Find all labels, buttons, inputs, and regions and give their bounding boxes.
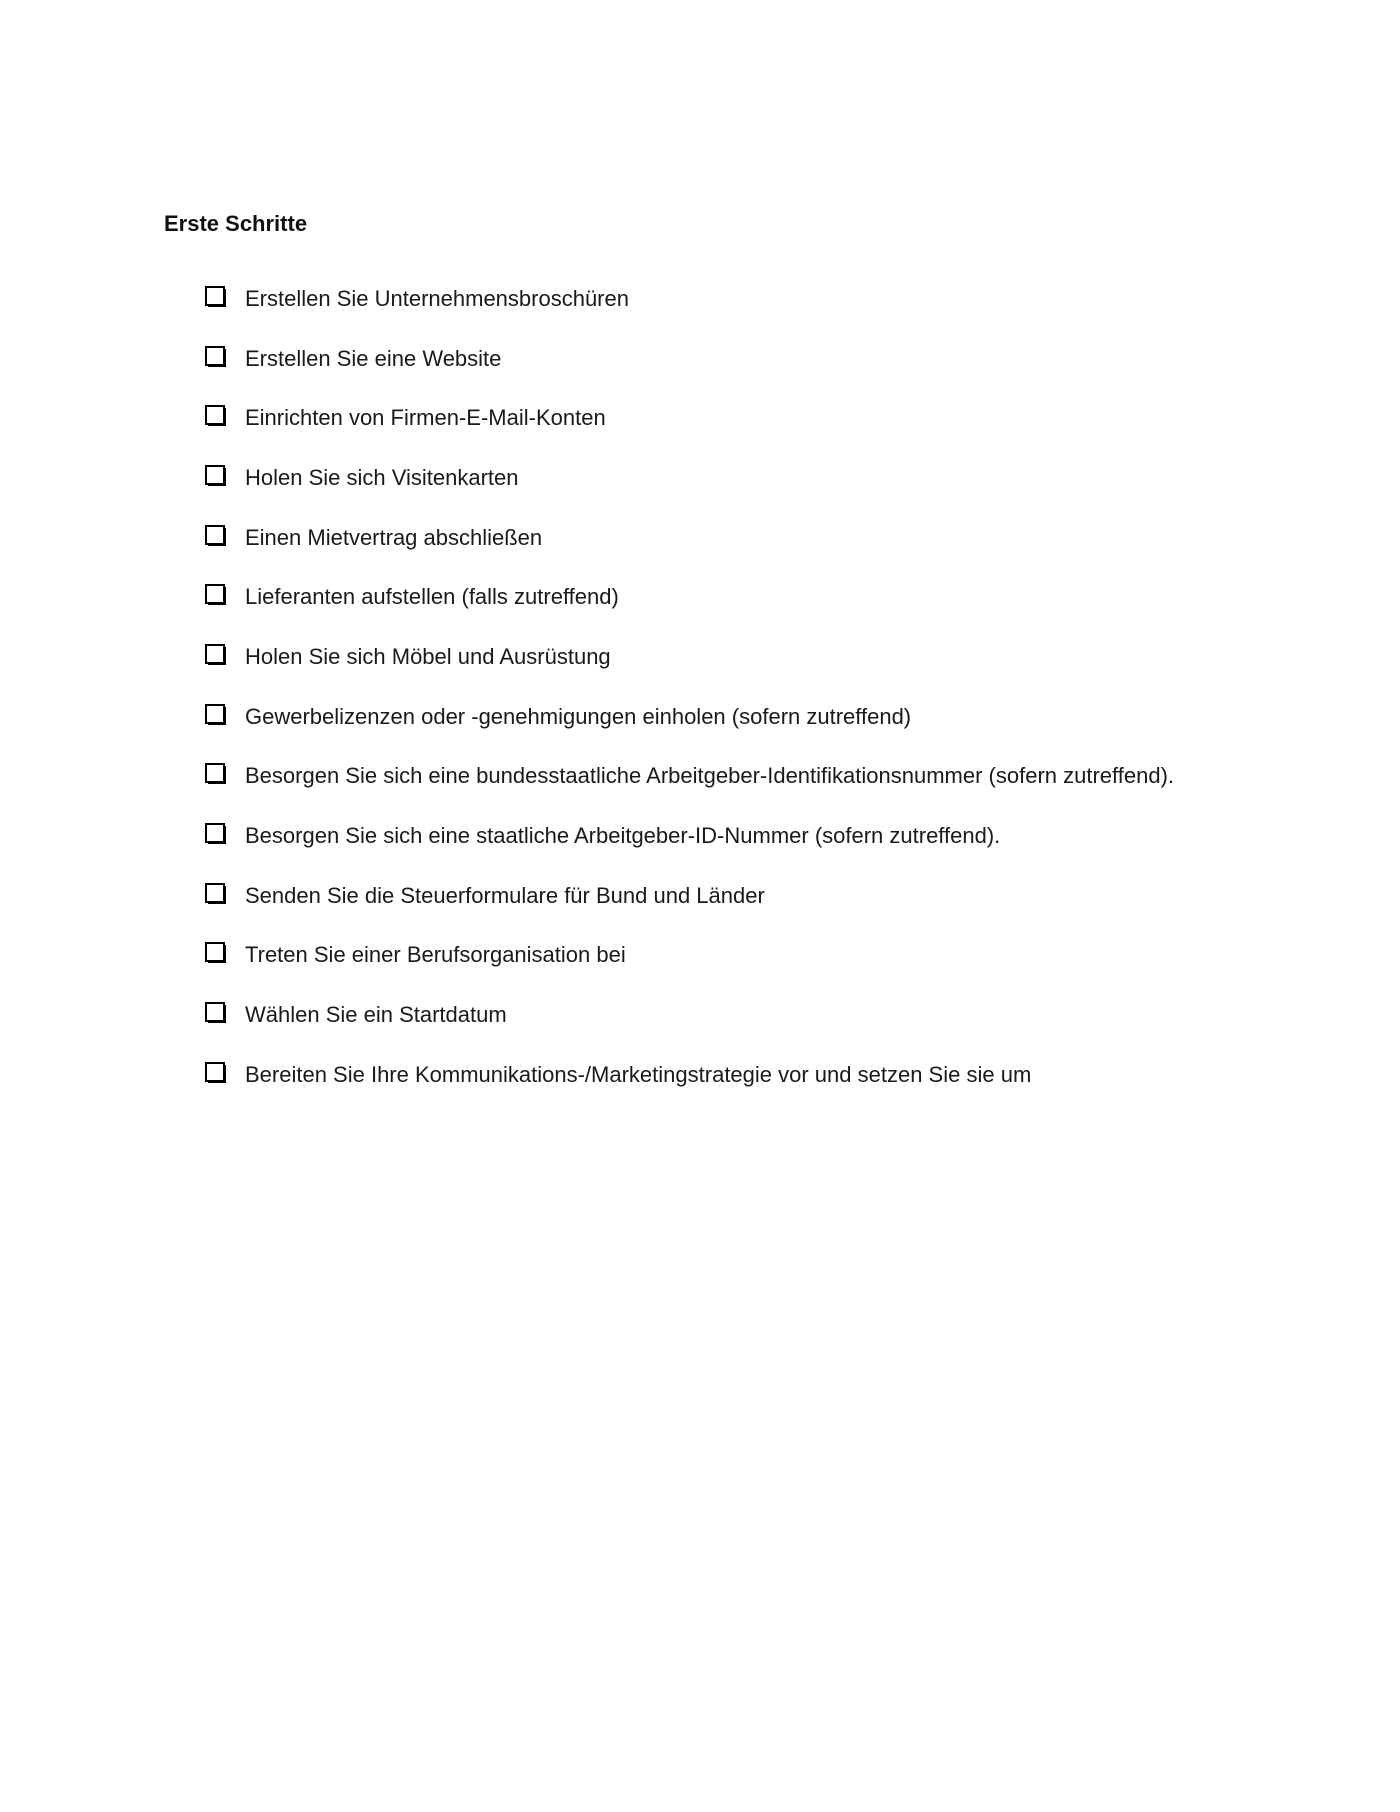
checkbox-icon[interactable]: [205, 942, 227, 964]
section-heading: Erste Schritte: [164, 211, 308, 236]
checkbox-icon[interactable]: [205, 1062, 227, 1084]
checkbox-icon[interactable]: [205, 644, 227, 666]
checklist-item: [205, 866, 1174, 926]
checkbox-icon[interactable]: [205, 823, 227, 845]
checklist-item-label: Holen Sie sich Möbel und Ausrüstung: [245, 643, 611, 669]
checklist-item: [205, 388, 1174, 448]
checklist-item-label: Senden Sie die Steuerformulare für Bund und Länder: [245, 882, 765, 908]
checklist-item: [205, 627, 1174, 687]
checklist-item-label: Erstellen Sie Unternehmensbroschüren: [245, 285, 629, 311]
checklist-item-label: Besorgen Sie sich eine staatliche Arbeitgeber-ID-Nummer (sofern zutreffend).: [245, 823, 1001, 849]
checklist-item: [205, 567, 1174, 627]
checklist-item-label: Bereiten Sie Ihre Kommunikations-/Marketingstrategie vor und setzen Sie sie um: [245, 1061, 1032, 1087]
checkbox-icon[interactable]: [205, 1002, 227, 1024]
checklist-item: [205, 1045, 1174, 1105]
checklist-item: [205, 985, 1174, 1045]
checkbox-icon[interactable]: [205, 346, 227, 368]
checklist-item-label: Einrichten von Firmen-E-Mail-Konten: [245, 405, 606, 431]
checklist-item-label: Besorgen Sie sich eine bundesstaatliche Arbeitgeber-Identifikationsnummer (sofern zutreffend).: [245, 763, 1175, 789]
checklist-item: [205, 448, 1174, 508]
checklist-item: [205, 687, 1174, 747]
checkbox-icon[interactable]: [205, 525, 227, 547]
checklist-item-label: Holen Sie sich Visitenkarten: [245, 464, 519, 490]
checklist-item: [205, 747, 1174, 807]
checklist-item-label: Einen Mietvertrag abschließen: [245, 524, 543, 550]
checklist-item: [205, 508, 1174, 568]
checkbox-icon[interactable]: [205, 286, 227, 308]
checklist-item: [205, 329, 1174, 389]
checkbox-icon[interactable]: [205, 584, 227, 606]
checklist-item: [205, 806, 1174, 866]
checklist-item-label: Wählen Sie ein Startdatum: [245, 1002, 507, 1028]
checklist-item-label: Lieferanten aufstellen (falls zutreffend): [245, 584, 619, 610]
checklist: [205, 269, 1174, 1105]
checkbox-icon[interactable]: [205, 465, 227, 487]
checkbox-icon[interactable]: [205, 704, 227, 726]
checklist-item-label: Gewerbelizenzen oder -genehmigungen einholen (sofern zutreffend): [245, 703, 912, 729]
checklist-item-label: Erstellen Sie eine Website: [245, 345, 502, 371]
checkbox-icon[interactable]: [205, 763, 227, 785]
checkbox-icon[interactable]: [205, 883, 227, 905]
checkbox-icon[interactable]: [205, 405, 227, 427]
checklist-item-label: Treten Sie einer Berufsorganisation bei: [245, 942, 626, 968]
checklist-item: [205, 269, 1174, 329]
checklist-item: [205, 926, 1174, 986]
